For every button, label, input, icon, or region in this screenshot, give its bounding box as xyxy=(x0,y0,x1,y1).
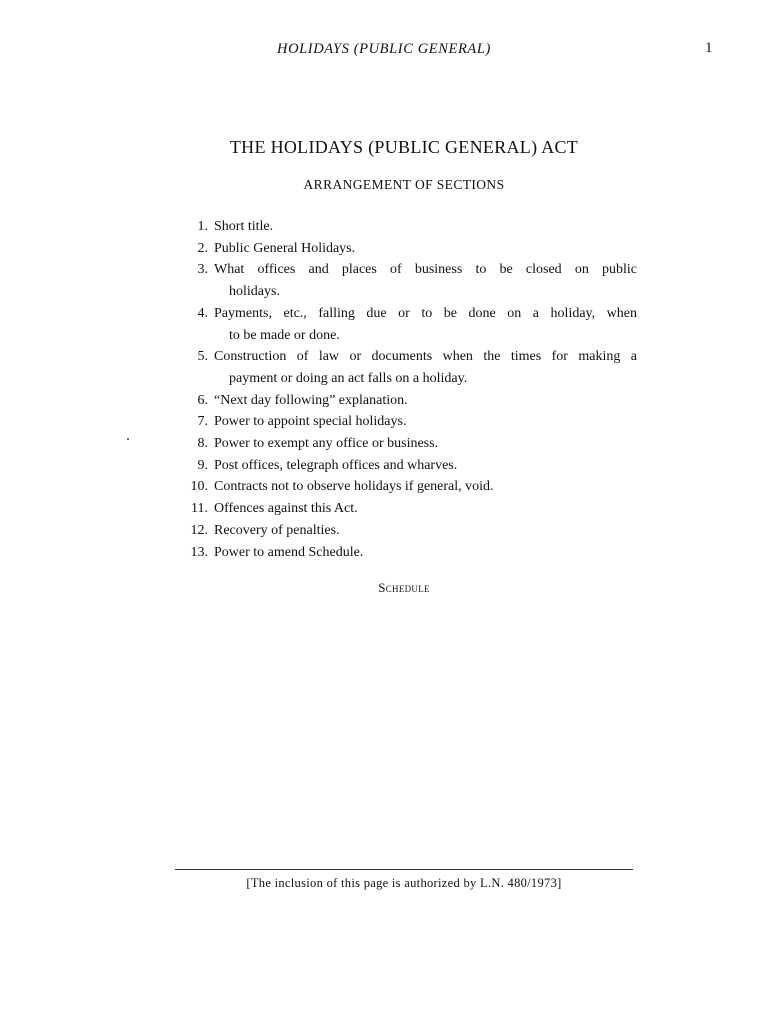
section-number: 7. xyxy=(197,414,208,430)
section-title-wrapper xyxy=(214,303,637,346)
section-title: Contracts not to observe holidays if general, void. xyxy=(214,479,494,495)
section-title-wrapper xyxy=(214,346,637,389)
section-number: 6. xyxy=(197,392,208,408)
section-title: Public General Holidays. xyxy=(214,240,356,256)
section-title: Offences against this Act. xyxy=(214,501,358,517)
running-head: HOLIDAYS (PUBLIC GENERAL) xyxy=(277,41,491,57)
section-title: Construction of law or documents when the times for making a xyxy=(214,349,637,365)
section-title: Recovery of penalties. xyxy=(214,522,340,538)
section-number: 1. xyxy=(197,219,208,234)
section-item xyxy=(182,259,637,302)
section-number: 13. xyxy=(190,544,208,560)
section-item xyxy=(182,476,637,498)
section-title: Power to amend Schedule. xyxy=(214,544,364,560)
footer-note: [The inclusion of this page is authorized by L.N. 480/1973] xyxy=(246,876,562,890)
section-number: 5. xyxy=(197,349,208,365)
section-title: Short title. xyxy=(214,219,274,234)
section-item xyxy=(182,216,637,238)
section-title: Post offices, telegraph offices and wharves. xyxy=(214,457,458,473)
section-title: Power to exempt any office or business. xyxy=(214,436,439,452)
section-item xyxy=(182,411,637,433)
section-title-wrapper xyxy=(214,259,637,302)
section-item xyxy=(182,390,637,412)
section-title: Power to appoint special holidays. xyxy=(214,414,407,430)
section-number: 9. xyxy=(197,457,208,473)
section-title: What offices and places of business to be closed on public xyxy=(214,262,637,278)
section-item xyxy=(182,455,637,477)
section-number: 8. xyxy=(197,436,208,452)
section-number: 10. xyxy=(190,479,208,495)
section-title: Payments, etc., falling due or to be done on a holiday, when xyxy=(214,305,637,321)
section-number: 4. xyxy=(197,305,208,321)
arrangement-heading: ARRANGEMENT OF SECTIONS xyxy=(303,177,505,192)
section-item xyxy=(182,346,637,389)
section-item xyxy=(182,433,637,455)
section-title: “Next day following” explanation. xyxy=(214,392,408,408)
footer-rule xyxy=(175,869,633,870)
section-title-continuation: payment or doing an act falls on a holiday. xyxy=(229,370,468,386)
section-title-continuation: to be made or done. xyxy=(229,327,340,343)
section-item xyxy=(182,303,637,346)
section-number: 3. xyxy=(197,262,208,278)
section-item xyxy=(182,498,637,520)
section-number: 12. xyxy=(190,522,208,538)
stray-dot xyxy=(127,438,129,440)
schedule-heading: Schedule xyxy=(378,580,430,595)
section-item xyxy=(182,542,637,564)
act-title: THE HOLIDAYS (PUBLIC GENERAL) ACT xyxy=(229,137,579,157)
page-number: 1 xyxy=(705,40,713,56)
sections-list xyxy=(182,216,637,563)
section-title-continuation: holidays. xyxy=(229,284,280,300)
section-number: 11. xyxy=(191,501,208,517)
section-item xyxy=(182,520,637,542)
section-item xyxy=(182,238,637,260)
section-number: 2. xyxy=(197,240,208,256)
